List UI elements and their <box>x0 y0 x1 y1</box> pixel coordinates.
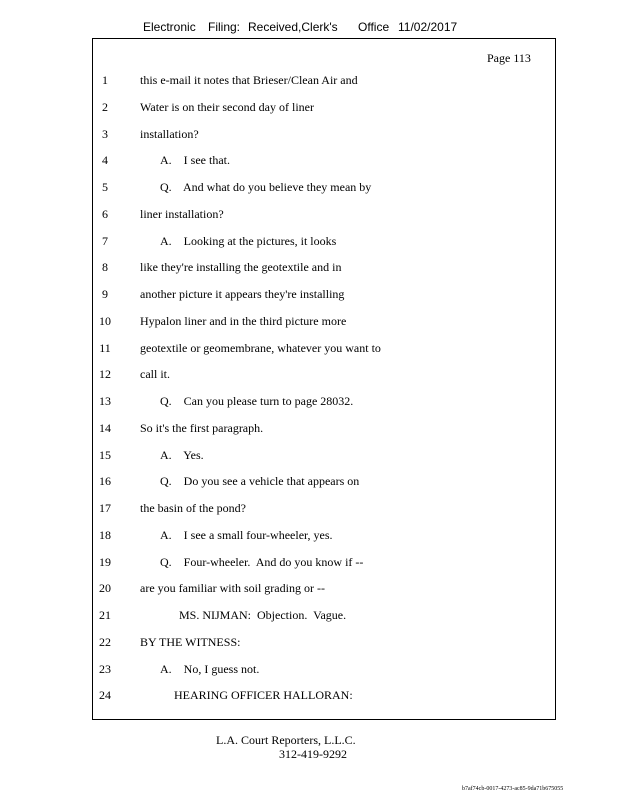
line-text: Q. And what do you believe they mean by <box>160 180 372 194</box>
transcript-line <box>0 314 618 332</box>
line-text: A. I see that. <box>160 153 230 168</box>
line-text: HEARING OFFICER HALLORAN: <box>174 688 353 703</box>
line-text: liner installation? <box>140 206 224 221</box>
line-number: 9 <box>102 287 108 301</box>
line-number: 7 <box>102 233 108 248</box>
transcript-line <box>0 555 618 573</box>
filing-header-filing: Filing: <box>208 20 241 34</box>
line-text: another picture it appears they're installing <box>140 287 345 301</box>
transcript-line <box>0 448 618 466</box>
filing-header <box>0 20 618 38</box>
transcript-line <box>0 100 618 118</box>
line-text: Water is on their second day of liner <box>140 99 314 114</box>
filing-header-date: 11/02/2017 <box>398 20 458 34</box>
transcript-line <box>0 635 618 653</box>
line-number: 16 <box>99 474 111 489</box>
transcript-line <box>0 608 618 626</box>
transcript-line <box>0 260 618 278</box>
line-number: 19 <box>99 554 111 569</box>
line-number: 11 <box>99 340 111 355</box>
transcript-line <box>0 367 618 385</box>
line-number: 2 <box>102 99 108 114</box>
line-text: A. I see a small four-wheeler, yes. <box>160 527 333 542</box>
transcript-line <box>0 581 618 599</box>
page-number: Page 113 <box>487 51 531 65</box>
filing-header-office: Office <box>358 20 390 34</box>
line-number: 8 <box>102 260 108 275</box>
transcript-line <box>0 73 618 91</box>
line-number: 15 <box>99 447 111 462</box>
line-number: 4 <box>102 153 108 168</box>
line-number: 13 <box>99 394 111 408</box>
filing-header-electronic: Electronic <box>143 20 196 34</box>
line-text: call it. <box>140 367 170 382</box>
line-number: 5 <box>102 180 108 194</box>
transcript-line <box>0 688 618 706</box>
transcript-line <box>0 207 618 225</box>
transcript-line <box>0 341 618 359</box>
line-number: 14 <box>99 420 111 435</box>
transcript-line <box>0 662 618 680</box>
line-text: BY THE WITNESS: <box>140 634 241 649</box>
transcript-line <box>0 528 618 546</box>
footer-company: L.A. Court Reporters, L.L.C. <box>216 733 356 747</box>
line-number: 1 <box>102 73 108 87</box>
line-number: 23 <box>99 661 111 676</box>
line-text: the basin of the pond? <box>140 501 246 515</box>
transcript-line <box>0 234 618 252</box>
line-text: A. No, I guess not. <box>160 661 260 676</box>
transcript-line <box>0 287 618 305</box>
transcript-line <box>0 474 618 492</box>
line-number: 22 <box>99 634 111 649</box>
line-text: A. Looking at the pictures, it looks <box>160 233 337 248</box>
transcript-line <box>0 394 618 412</box>
line-text: Q. Do you see a vehicle that appears on <box>160 474 360 489</box>
line-text: Hypalon liner and in the third picture more <box>140 313 347 328</box>
line-number: 3 <box>102 126 108 141</box>
line-number: 10 <box>99 313 111 328</box>
line-text: Q. Can you please turn to page 28032. <box>160 394 354 408</box>
line-text: like they're installing the geotextile and in <box>140 260 342 275</box>
line-number: 6 <box>102 206 108 221</box>
line-text: are you familiar with soil grading or -- <box>140 581 325 596</box>
document-hash: b7af74cb-0017-4273-ac85-9da71b675055 <box>462 786 564 792</box>
line-number: 20 <box>99 581 111 596</box>
line-text: Q. Four-wheeler. And do you know if -- <box>160 554 364 569</box>
line-number: 18 <box>99 527 111 542</box>
line-text: A. Yes. <box>160 447 204 462</box>
transcript-line <box>0 127 618 145</box>
line-number: 12 <box>99 367 111 382</box>
line-number: 24 <box>99 688 111 703</box>
line-number: 21 <box>99 608 111 622</box>
footer-phone: 312-419-9292 <box>279 747 347 761</box>
line-number: 17 <box>99 501 111 515</box>
line-text: geotextile or geomembrane, whatever you want to <box>140 340 381 355</box>
line-text: installation? <box>140 126 199 141</box>
line-text: MS. NIJMAN: Objection. Vague. <box>179 608 347 622</box>
filing-header-received: Received,Clerk's <box>248 20 338 34</box>
transcript-line <box>0 421 618 439</box>
line-text: So it's the first paragraph. <box>140 420 264 435</box>
transcript-line <box>0 180 618 198</box>
transcript-line <box>0 153 618 171</box>
line-text: this e-mail it notes that Brieser/Clean Air and <box>140 73 358 87</box>
transcript-line <box>0 501 618 519</box>
